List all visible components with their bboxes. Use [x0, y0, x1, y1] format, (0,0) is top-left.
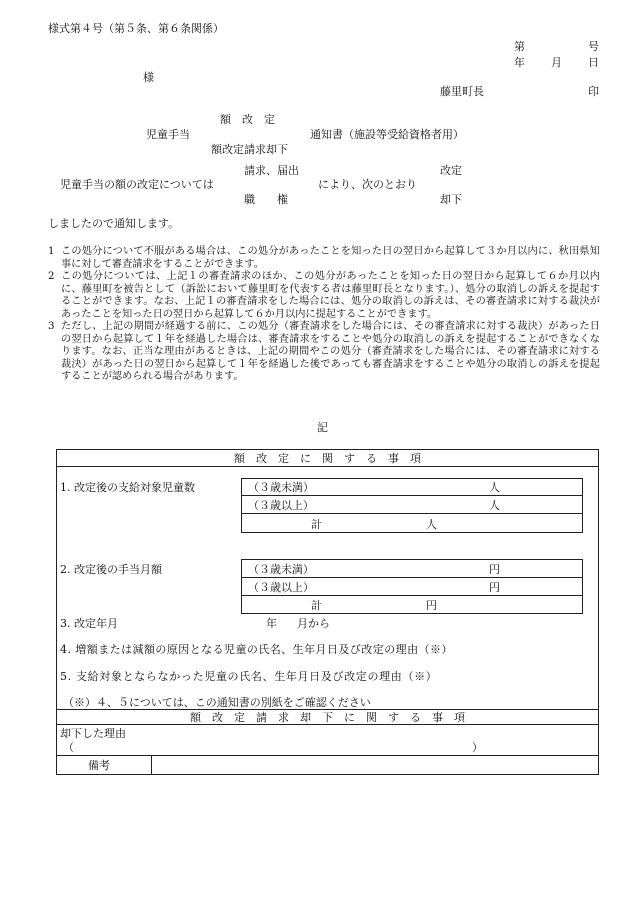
reject-reason-close-paren: ） [472, 741, 483, 754]
footnote: （※）４、５については、この通知書の別紙をご確認ください [63, 696, 371, 709]
note-text: この処分については、上記１の審査請求のほか、この処分があったことを知った日の翌日から起算して６か月以内に、藤里町を被告として（訴訟において藤里町を代表する者は藤里町長となります。）、処分の取消しの訴えを提起することができます。なお、上記１の審査請求をした場合には、処分の取消しの訴えは、その審査請求に対する裁決があったことを知った日の翌日から起算して６か月以内に提起することができます。 [61, 271, 600, 320]
addressee-suffix: 様 [143, 71, 154, 84]
remarks-divider [56, 755, 599, 756]
remarks-column-divider [151, 755, 152, 775]
reject-reason-open-paren: （ [63, 741, 74, 754]
item1-total-unit: 人 [426, 518, 437, 531]
result-reject: 却下 [440, 193, 462, 206]
option-ex-officio: 職 権 [244, 193, 288, 206]
item1-divider-2 [241, 513, 583, 514]
note-1 [48, 246, 600, 271]
item1-divider-1 [241, 495, 583, 496]
body-ending: しましたので通知します。 [48, 217, 180, 230]
item3-year: 年 [266, 617, 277, 630]
note-2 [48, 271, 600, 321]
item2-divider-2 [241, 595, 583, 596]
item1-over3-unit: 人 [489, 499, 500, 512]
reject-reason-label: 却下した理由 [60, 727, 126, 740]
title-option-bottom: 額改定請求却下 [211, 143, 288, 156]
note-text: この処分について不服がある場合は、この処分があったことを知った日の翌日から起算して３か月以内に、秋田県知事に対して審査請求をすることができます。 [61, 246, 600, 270]
item2-divider-1 [241, 577, 583, 578]
note-number: 2 [48, 271, 55, 282]
issuer-name: 藤里町長 [440, 85, 484, 98]
header-divider [56, 466, 599, 467]
form-number: 様式第４号（第５条、第６条関係） [48, 22, 224, 35]
item1-label: 1. 改定後の支給対象児童数 [60, 481, 195, 494]
issue-date-year: 年 [514, 56, 525, 69]
item2-total-label: 計 [311, 599, 322, 612]
item2-under3-label: （３歳未満） [248, 563, 314, 576]
body-middle: により、次のとおり [318, 178, 417, 191]
ki-heading: 記 [317, 421, 328, 434]
revision-header: 額 改 定 に 関 す る 事 項 [234, 452, 421, 465]
item1-under3-unit: 人 [489, 481, 500, 494]
note-number: 3 [48, 321, 55, 332]
note-number: 1 [48, 246, 55, 257]
item4-label: 4. 増額または減額の原因となる児童の氏名、生年月日及び改定の理由（※） [60, 643, 453, 656]
item2-label: 2. 改定後の手当月額 [60, 563, 162, 576]
issuer-seal: 印 [588, 85, 599, 98]
title-main: 児童手当 [146, 128, 190, 141]
remarks-label: 備考 [88, 759, 110, 772]
result-revise: 改定 [440, 164, 462, 177]
item2-over3-label: （３歳以上） [248, 581, 314, 594]
item1-over3-label: （３歳以上） [248, 499, 314, 512]
reject-header-divider [56, 724, 599, 725]
issue-date-month: 月 [551, 56, 562, 69]
note-3 [48, 321, 600, 384]
item2-under3-unit: 円 [489, 563, 500, 576]
item5-label: 5. 支給対象とならなかった児童の氏名、生年月日及び改定の理由（※） [60, 670, 438, 683]
body-intro: 児童手当の額の改定については [60, 178, 214, 191]
reject-header: 額 改 定 請 求 却 下 に 関 す る 事 項 [190, 711, 465, 724]
option-request: 請求、届出 [244, 164, 299, 177]
title-option-top: 額 改 定 [220, 113, 275, 126]
reject-top-divider [56, 709, 599, 710]
item1-total-label: 計 [311, 518, 322, 531]
item1-under3-label: （３歳未満） [248, 481, 314, 494]
item2-over3-unit: 円 [489, 581, 500, 594]
appeal-notes [48, 246, 600, 384]
issue-number-go: 号 [588, 40, 599, 53]
item2-total-unit: 円 [426, 599, 437, 612]
title-suffix: 通知書（施設等受給資格者用） [310, 128, 464, 141]
issue-number-dai: 第 [514, 40, 525, 53]
item3-label: 3. 改定年月 [60, 617, 118, 630]
item3-month-from: 月から [297, 617, 330, 630]
note-text: ただし、上記の期間が経過する前に、この処分（審査請求をした場合には、その審査請求に対する裁決）があった日の翌日から起算して１年を経過した場合は、審査請求をすることや処分の取消しの訴えを提起することができなくなります。なお、正当な理由があるときは、上記の期間やこの処分（審査請求をした場合には、その審査請求に対する裁決）があった日の翌日から起算して１年を経過した後であっても審査請求をすることや処分の取消しの訴えを提起することが認められる場合があります。 [61, 321, 600, 382]
issue-date-day: 日 [588, 56, 599, 69]
